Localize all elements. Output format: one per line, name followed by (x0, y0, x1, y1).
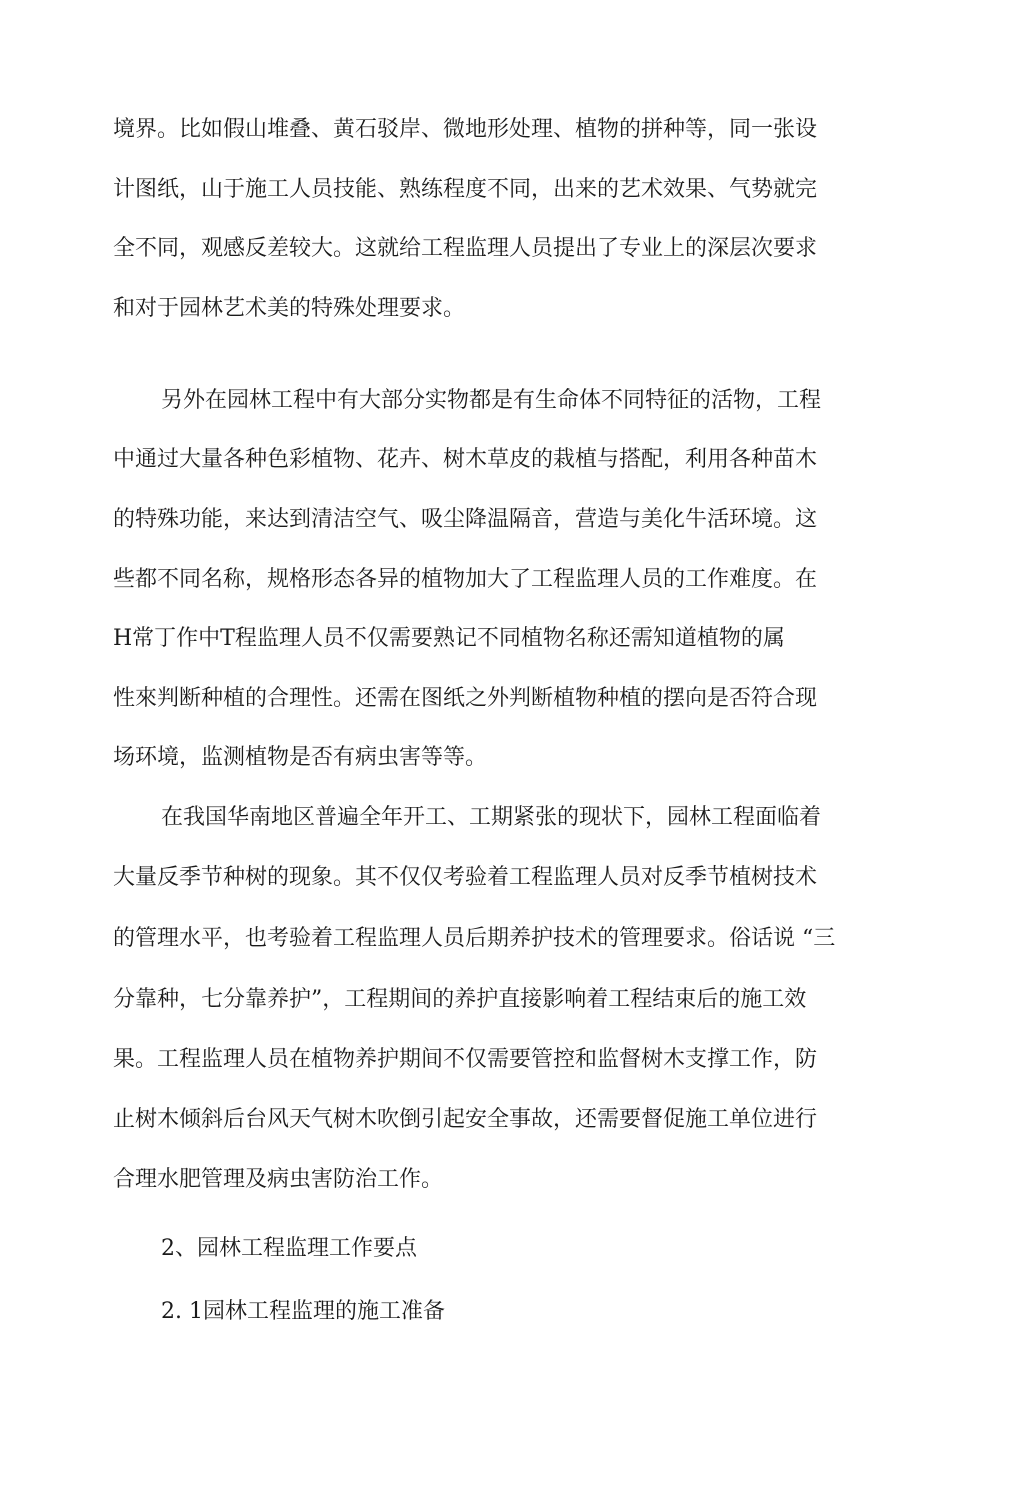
paragraph-1-line-3: 全不同，观感反差较大。这就给工程监理人员提出了专业上的深层次要求 (113, 236, 818, 261)
paragraph-3-line-5: 果。工程监理人员在植物养护期间不仅需要管控和监督树木支撑工作，防 (113, 1047, 818, 1072)
paragraph-2-line-2: 中通过大量各种色彩植物、花卉、树木草皮的栽植与搭配，利用各种苗木 (113, 447, 818, 472)
paragraph-3-line-3: 的管理水平，也考验着工程监理人员后期养护技术的管理要求。俗话说 “三 (113, 926, 836, 951)
paragraph-3-line-4: 分靠种，七分靠养护”，工程期间的养护直接影响着工程结束后的施工效 (113, 987, 807, 1012)
section-heading: 2、园林工程监理工作要点 (161, 1236, 417, 1261)
paragraph-1-line-2: 计图纸，山于施工人员技能、熟练程度不同，出来的艺术效果、气势就完 (113, 177, 818, 202)
paragraph-3-line-6: 止树木倾斜后台风天气树木吹倒引起安全事故，还需要督促施工单位进行 (113, 1107, 818, 1132)
paragraph-3-line-2: 大量反季节种树的现象。其不仅仅考验着工程监理人员对反季节植树技术 (113, 865, 818, 890)
paragraph-2-line-5: H常丁作中T程监理人员不仅需要熟记不同植物名称还需知道植物的属 (113, 626, 785, 651)
subsection-heading: 2. 1园林工程监理的施工准备 (161, 1299, 445, 1324)
paragraph-2-line-7: 场环境，监测植物是否有病虫害等等。 (113, 745, 488, 770)
paragraph-2-line-4: 些都不同名称，规格形态各异的植物加大了工程监理人员的工作难度。在 (113, 567, 818, 592)
paragraph-1-line-4: 和对于园林艺术美的特殊处理要求。 (113, 296, 466, 321)
paragraph-3-line-1: 在我国华南地区普遍全年开工、工期紧张的现状下，园林工程面临着 (161, 805, 822, 830)
paragraph-2-line-1: 另外在园林工程中有大部分实物都是有生命体不同特征的活物，工程 (161, 388, 822, 413)
paragraph-2-line-3: 的特殊功能，来达到清洁空气、吸尘降温隔音，营造与美化牛活环境。这 (113, 507, 818, 532)
paragraph-2-line-6: 性來判断种植的合理性。还需在图纸之外判断植物种植的摆向是否符合现 (113, 686, 818, 711)
paragraph-1-line-1: 境界。比如假山堆叠、黄石驳岸、微地形处理、植物的拼种等，同一张设 (113, 117, 818, 142)
paragraph-3-line-7: 合理水肥管理及病虫害防治工作。 (113, 1167, 444, 1192)
